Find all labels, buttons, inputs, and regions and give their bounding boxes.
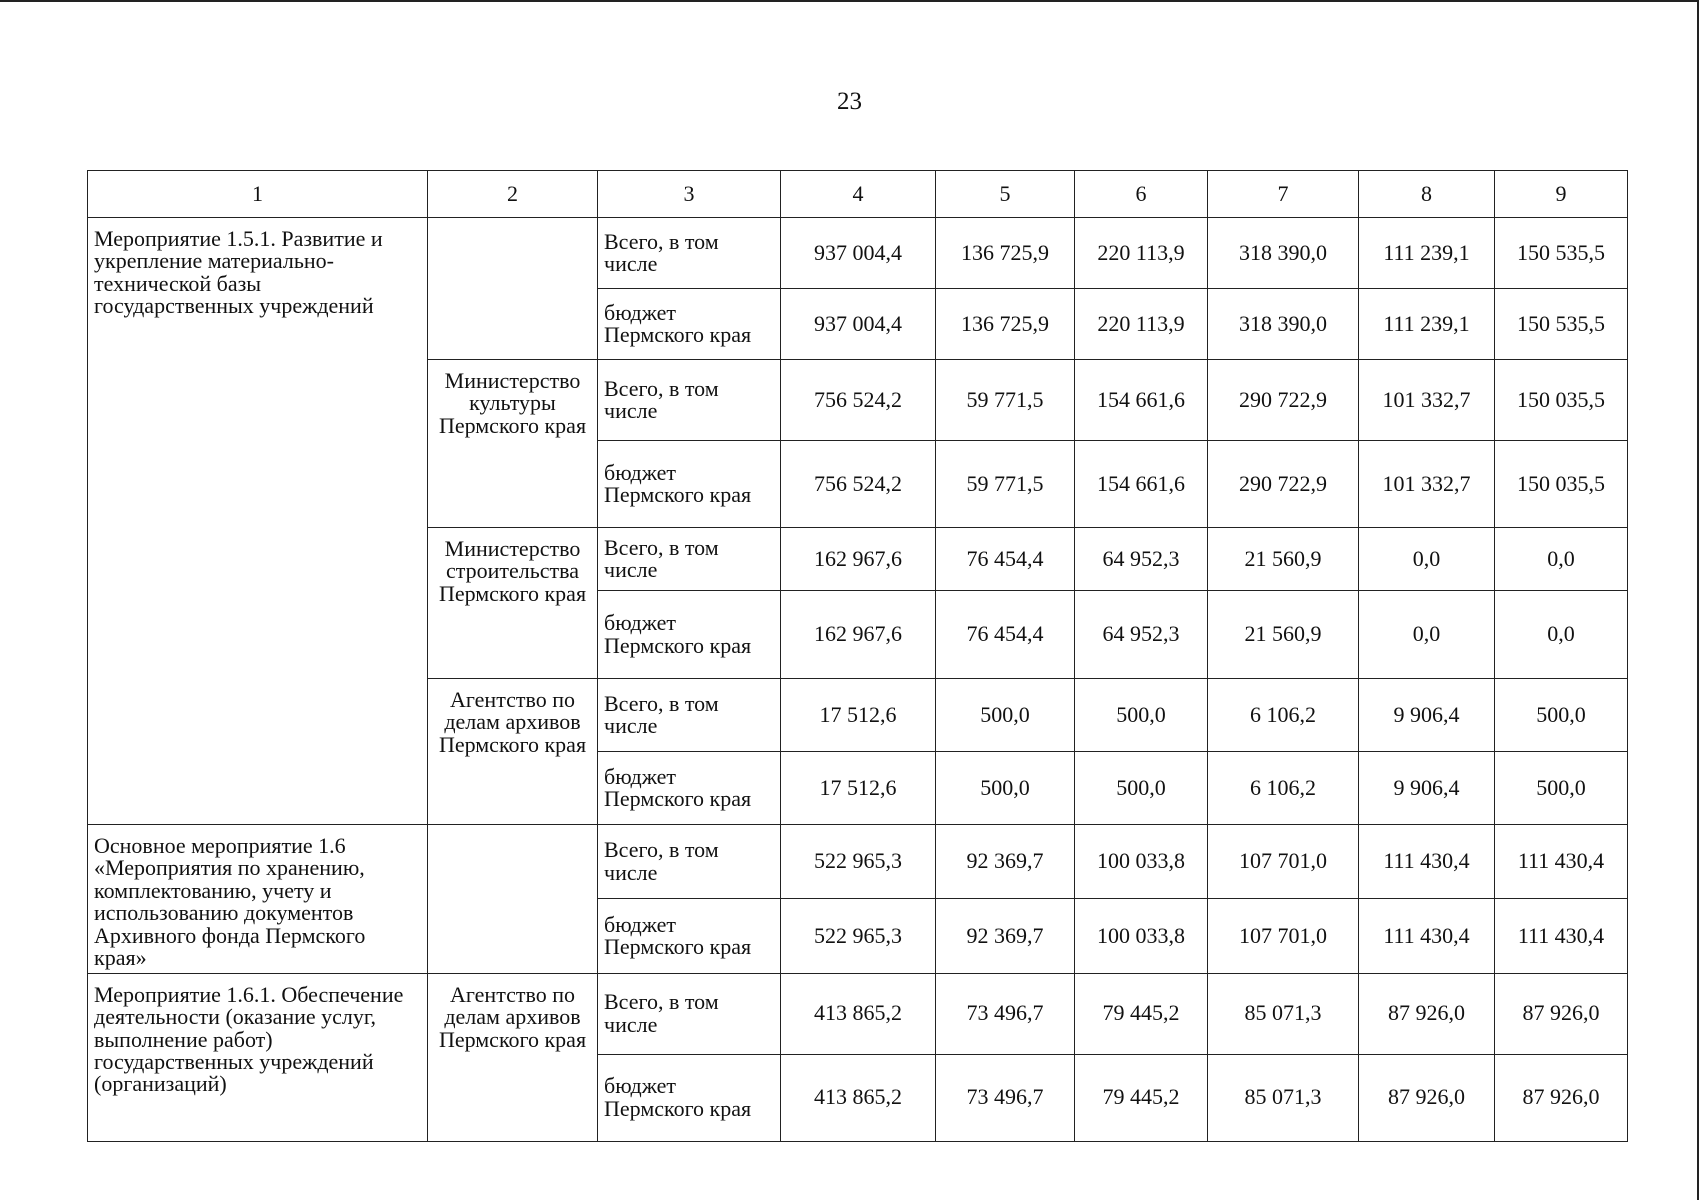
amount-col-7: 21 560,9 (1208, 591, 1359, 679)
amount-col-4: 413 865,2 (781, 1054, 936, 1141)
amount-col-6: 220 113,9 (1075, 218, 1208, 289)
amount-col-8: 9 906,4 (1359, 679, 1495, 752)
column-number: 5 (936, 171, 1075, 218)
amount-col-9: 150 535,5 (1495, 218, 1628, 289)
column-number-row (88, 171, 1628, 218)
funding-source-budget: бюджет Пермского края (598, 289, 781, 360)
amount-col-8: 0,0 (1359, 591, 1495, 679)
amount-col-4: 756 524,2 (781, 360, 936, 441)
amount-col-8: 101 332,7 (1359, 360, 1495, 441)
executor-cell (428, 218, 598, 360)
amount-col-9: 87 926,0 (1495, 1054, 1628, 1141)
amount-col-6: 100 033,8 (1075, 825, 1208, 899)
funding-source-total: Всего, в том числе (598, 973, 781, 1054)
table-row (88, 973, 1628, 1054)
amount-col-8: 111 239,1 (1359, 218, 1495, 289)
column-number: 4 (781, 171, 936, 218)
column-number: 1 (88, 171, 428, 218)
amount-col-5: 500,0 (936, 679, 1075, 752)
amount-col-7: 85 071,3 (1208, 973, 1359, 1054)
activity-description: Основное мероприятие 1.6 «Мероприятия по хранению, комплектованию, учету и использованию документов Архивного фонда Пермского края» (88, 825, 428, 974)
amount-col-7: 85 071,3 (1208, 1054, 1359, 1141)
amount-col-9: 150 035,5 (1495, 360, 1628, 441)
executor-cell: Министерство культуры Пермского края (428, 360, 598, 528)
amount-col-8: 87 926,0 (1359, 1054, 1495, 1141)
amount-col-9: 150 535,5 (1495, 289, 1628, 360)
executor-cell (428, 825, 598, 974)
amount-col-9: 0,0 (1495, 591, 1628, 679)
column-number: 8 (1359, 171, 1495, 218)
amount-col-7: 6 106,2 (1208, 679, 1359, 752)
amount-col-7: 107 701,0 (1208, 899, 1359, 973)
amount-col-6: 220 113,9 (1075, 289, 1208, 360)
funding-source-total: Всего, в том числе (598, 825, 781, 899)
amount-col-5: 92 369,7 (936, 899, 1075, 973)
amount-col-9: 500,0 (1495, 679, 1628, 752)
amount-col-6: 79 445,2 (1075, 1054, 1208, 1141)
column-number: 2 (428, 171, 598, 218)
page-number: 23 (837, 88, 862, 115)
amount-col-7: 6 106,2 (1208, 752, 1359, 825)
amount-col-5: 76 454,4 (936, 591, 1075, 679)
activity-description: Мероприятие 1.6.1. Обеспечение деятельности (оказание услуг, выполнение работ) государственных учреждений (организаций) (88, 973, 428, 1141)
amount-col-6: 500,0 (1075, 679, 1208, 752)
amount-col-6: 79 445,2 (1075, 973, 1208, 1054)
funding-source-total: Всего, в том числе (598, 360, 781, 441)
amount-col-9: 111 430,4 (1495, 825, 1628, 899)
amount-col-6: 154 661,6 (1075, 441, 1208, 528)
amount-col-7: 318 390,0 (1208, 218, 1359, 289)
amount-col-5: 76 454,4 (936, 528, 1075, 591)
amount-col-4: 162 967,6 (781, 591, 936, 679)
amount-col-5: 59 771,5 (936, 441, 1075, 528)
amount-col-5: 136 725,9 (936, 218, 1075, 289)
amount-col-6: 100 033,8 (1075, 899, 1208, 973)
amount-col-8: 9 906,4 (1359, 752, 1495, 825)
funding-source-budget: бюджет Пермского края (598, 591, 781, 679)
amount-col-4: 17 512,6 (781, 679, 936, 752)
funding-source-budget: бюджет Пермского края (598, 1054, 781, 1141)
amount-col-4: 413 865,2 (781, 973, 936, 1054)
executor-cell: Министерство строительства Пермского края (428, 528, 598, 679)
amount-col-4: 937 004,4 (781, 218, 936, 289)
amount-col-9: 500,0 (1495, 752, 1628, 825)
amount-col-5: 136 725,9 (936, 289, 1075, 360)
amount-col-9: 150 035,5 (1495, 441, 1628, 528)
funding-source-budget: бюджет Пермского края (598, 441, 781, 528)
amount-col-5: 73 496,7 (936, 1054, 1075, 1141)
amount-col-5: 73 496,7 (936, 973, 1075, 1054)
amount-col-6: 64 952,3 (1075, 528, 1208, 591)
table-row (88, 825, 1628, 899)
column-number: 3 (598, 171, 781, 218)
executor-cell: Агентство по делам архивов Пермского края (428, 679, 598, 825)
amount-col-7: 318 390,0 (1208, 289, 1359, 360)
amount-col-8: 111 239,1 (1359, 289, 1495, 360)
amount-col-8: 87 926,0 (1359, 973, 1495, 1054)
amount-col-5: 92 369,7 (936, 825, 1075, 899)
amount-col-6: 500,0 (1075, 752, 1208, 825)
funding-source-total: Всего, в том числе (598, 679, 781, 752)
amount-col-5: 59 771,5 (936, 360, 1075, 441)
column-number: 6 (1075, 171, 1208, 218)
amount-col-7: 21 560,9 (1208, 528, 1359, 591)
funding-source-total: Всего, в том числе (598, 528, 781, 591)
amount-col-8: 111 430,4 (1359, 825, 1495, 899)
amount-col-9: 0,0 (1495, 528, 1628, 591)
amount-col-5: 500,0 (936, 752, 1075, 825)
amount-col-6: 154 661,6 (1075, 360, 1208, 441)
table-body (88, 171, 1628, 1142)
amount-col-4: 522 965,3 (781, 899, 936, 973)
amount-col-4: 522 965,3 (781, 825, 936, 899)
amount-col-8: 0,0 (1359, 528, 1495, 591)
funding-source-budget: бюджет Пермского края (598, 752, 781, 825)
amount-col-4: 17 512,6 (781, 752, 936, 825)
funding-source-budget: бюджет Пермского края (598, 899, 781, 973)
budget-table (87, 170, 1628, 1142)
amount-col-9: 111 430,4 (1495, 899, 1628, 973)
table-row (88, 218, 1628, 289)
amount-col-9: 87 926,0 (1495, 973, 1628, 1054)
activity-description: Мероприятие 1.5.1. Развитие и укрепление материально-технической базы государственных учреждений (88, 218, 428, 825)
amount-col-8: 101 332,7 (1359, 441, 1495, 528)
column-number: 7 (1208, 171, 1359, 218)
amount-col-7: 107 701,0 (1208, 825, 1359, 899)
amount-col-7: 290 722,9 (1208, 441, 1359, 528)
amount-col-4: 162 967,6 (781, 528, 936, 591)
amount-col-4: 937 004,4 (781, 289, 936, 360)
amount-col-7: 290 722,9 (1208, 360, 1359, 441)
amount-col-6: 64 952,3 (1075, 591, 1208, 679)
amount-col-8: 111 430,4 (1359, 899, 1495, 973)
executor-cell: Агентство по делам архивов Пермского края (428, 973, 598, 1141)
amount-col-4: 756 524,2 (781, 441, 936, 528)
funding-source-total: Всего, в том числе (598, 218, 781, 289)
column-number: 9 (1495, 171, 1628, 218)
